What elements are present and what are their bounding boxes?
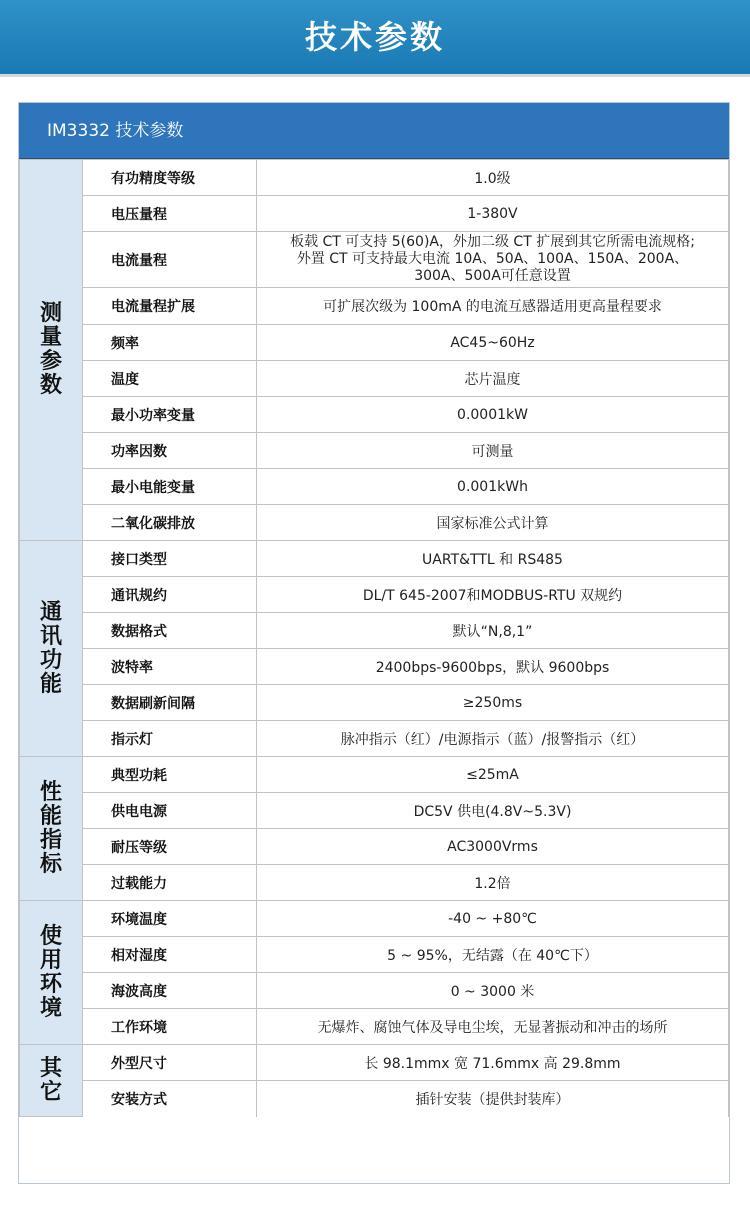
table-row — [20, 1081, 729, 1117]
param-label: 数据格式 — [83, 613, 257, 649]
category-char: 用 — [39, 947, 62, 973]
param-value: AC3000Vrms — [257, 829, 729, 865]
category-cell — [20, 1045, 83, 1117]
table-row — [20, 1009, 729, 1045]
table-row — [20, 757, 729, 793]
title-banner — [0, 0, 750, 74]
table-row — [20, 685, 729, 721]
param-value: DL/T 645-2007和MODBUS-RTU 双规约 — [257, 577, 729, 613]
table-row — [20, 901, 729, 937]
param-value: UART&TTL 和 RS485 — [257, 541, 729, 577]
panel-title: IM3332 技术参数 — [19, 103, 729, 159]
param-value: 芯片温度 — [257, 361, 729, 397]
category-char: 能 — [39, 671, 62, 697]
param-value: 长 98.1mmx 宽 71.6mmx 高 29.8mm — [257, 1045, 729, 1081]
param-label: 指示灯 — [83, 721, 257, 757]
param-value: 默认“N,8,1” — [257, 613, 729, 649]
param-value: 可扩展次级为 100mA 的电流互感器适用更高量程要求 — [257, 288, 729, 325]
param-value-line: 外置 CT 可支持最大电流 10A、50A、100A、150A、200A、 — [296, 251, 689, 267]
page-title: 技术参数 — [304, 18, 445, 56]
param-label: 安装方式 — [83, 1081, 257, 1117]
param-label: 过载能力 — [83, 865, 257, 901]
category-char: 能 — [39, 803, 62, 829]
table-row — [20, 649, 729, 685]
category-char: 环 — [39, 971, 62, 997]
param-value-line: 300A、500A可任意设置 — [414, 268, 571, 284]
param-value: 1-380V — [257, 196, 729, 232]
category-char: 其 — [39, 1055, 62, 1081]
param-label: 最小功率变量 — [83, 397, 257, 433]
category-char: 参 — [39, 349, 62, 374]
category-cell — [20, 757, 83, 901]
table-row — [20, 160, 729, 196]
param-label: 温度 — [83, 361, 257, 397]
category-char: 数 — [39, 373, 62, 398]
param-label: 电压量程 — [83, 196, 257, 232]
param-value: 0 ~ 3000 米 — [257, 973, 729, 1009]
category-char: 标 — [39, 851, 62, 877]
spec-table — [19, 159, 729, 1117]
table-row — [20, 505, 729, 541]
param-label: 数据刷新间隔 — [83, 685, 257, 721]
category-cell — [20, 541, 83, 757]
param-value-line: 板载 CT 可支持 5(60)A，外加二级 CT 扩展到其它所需电流规格; — [290, 234, 695, 250]
param-value: 脉冲指示（红）/电源指示（蓝）/报警指示（红） — [257, 721, 729, 757]
param-value: 2400bps-9600bps，默认 9600bps — [257, 649, 729, 685]
param-label: 典型功耗 — [83, 757, 257, 793]
table-row — [20, 541, 729, 577]
param-label: 供电电源 — [83, 793, 257, 829]
category-char: 量 — [39, 325, 62, 350]
param-value: DC5V 供电(4.8V~5.3V) — [257, 793, 729, 829]
param-label: 波特率 — [83, 649, 257, 685]
table-row — [20, 829, 729, 865]
banner-divider — [0, 74, 750, 77]
param-label: 工作环境 — [83, 1009, 257, 1045]
category-cell — [20, 160, 83, 541]
param-label: 二氧化碳排放 — [83, 505, 257, 541]
param-value: 国家标准公式计算 — [257, 505, 729, 541]
category-char: 功 — [39, 647, 62, 673]
table-row — [20, 196, 729, 232]
param-label: 耐压等级 — [83, 829, 257, 865]
param-label: 电流量程扩展 — [83, 288, 257, 325]
param-value: ≥250ms — [257, 685, 729, 721]
param-label: 频率 — [83, 325, 257, 361]
category-char: 它 — [39, 1079, 62, 1105]
param-value: 1.2倍 — [257, 865, 729, 901]
param-value: ≤25mA — [257, 757, 729, 793]
table-row — [20, 361, 729, 397]
param-value: 0.001kWh — [257, 469, 729, 505]
param-label: 电流量程 — [83, 232, 257, 288]
param-label: 相对湿度 — [83, 937, 257, 973]
table-row — [20, 288, 729, 325]
param-value: AC45~60Hz — [257, 325, 729, 361]
param-label: 海波高度 — [83, 973, 257, 1009]
spec-panel — [18, 102, 730, 1184]
param-value: 0.0001kW — [257, 397, 729, 433]
table-row — [20, 1045, 729, 1081]
category-char: 测 — [39, 301, 62, 326]
category-char: 境 — [39, 995, 62, 1021]
category-char: 使 — [39, 923, 62, 949]
param-label: 环境温度 — [83, 901, 257, 937]
table-row — [20, 397, 729, 433]
table-row — [20, 325, 729, 361]
param-label: 通讯规约 — [83, 577, 257, 613]
table-row — [20, 937, 729, 973]
table-row — [20, 721, 729, 757]
param-label: 最小电能变量 — [83, 469, 257, 505]
category-cell — [20, 901, 83, 1045]
table-row — [20, 865, 729, 901]
table-row — [20, 433, 729, 469]
category-char: 指 — [39, 827, 62, 853]
category-char: 通 — [39, 599, 62, 625]
table-row — [20, 793, 729, 829]
param-label: 功率因数 — [83, 433, 257, 469]
param-label: 有功精度等级 — [83, 160, 257, 196]
table-row — [20, 577, 729, 613]
param-value: 插针安装（提供封装库） — [257, 1081, 729, 1117]
param-value: 无爆炸、腐蚀气体及导电尘埃，无显著振动和冲击的场所 — [257, 1009, 729, 1045]
category-char: 性 — [39, 779, 62, 805]
table-row — [20, 232, 729, 288]
param-value — [257, 232, 729, 288]
param-value: 1.0级 — [257, 160, 729, 196]
param-label: 接口类型 — [83, 541, 257, 577]
table-row — [20, 973, 729, 1009]
category-char: 讯 — [39, 623, 62, 649]
param-label: 外型尺寸 — [83, 1045, 257, 1081]
table-row — [20, 613, 729, 649]
table-row — [20, 469, 729, 505]
param-value: 可测量 — [257, 433, 729, 469]
param-value: -40 ~ +80℃ — [257, 901, 729, 937]
param-value: 5 ~ 95%，无结露（在 40℃下） — [257, 937, 729, 973]
